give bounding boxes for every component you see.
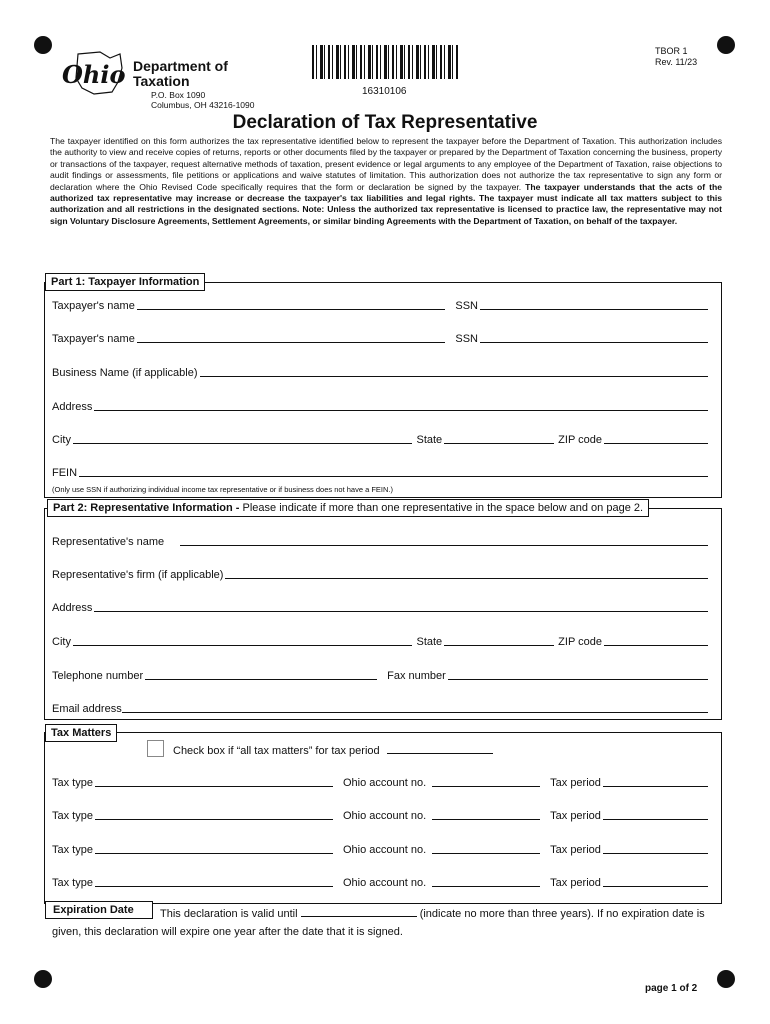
agency-po-box: P.O. Box 1090 [151,90,206,100]
registration-mark-bottom-left [34,970,52,988]
ohio-account-label: Ohio account no. [342,777,427,789]
rep-firm-field[interactable] [225,568,708,579]
expiration-text2: (indicate no more than three years). If no expiration date is [419,908,705,920]
rep-email-row [52,702,712,715]
ohio-account-field[interactable] [432,776,540,787]
expiration-text3: given, this declaration will expire one year after the date that it is signed. [52,926,403,938]
taxpayer2-ssn-label: SSN [455,333,478,345]
fein-note: (Only use SSN if authorizing individual income tax representative or if business does not have a FEIN.) [52,485,394,494]
rep-name-label: Representative's name [52,536,165,548]
ohio-logo [60,48,130,98]
taxpayer1-name-field[interactable] [137,299,446,310]
tax-period-field[interactable] [603,876,708,887]
tax-row-2 [52,809,712,822]
ohio-logo-text: Ohio [62,60,126,89]
ohio-account-field[interactable] [432,843,540,854]
taxpayer-city-label: City [52,434,71,446]
rep-address-label: Address [52,602,93,614]
rep-city-field[interactable] [73,635,413,646]
tax-period-field[interactable] [603,843,708,854]
rep-fax-field[interactable] [448,669,708,680]
rep-city-label: City [52,636,71,648]
part1-heading: Part 1: Taxpayer Information [45,273,205,291]
tax-period-label: Tax period [550,877,601,889]
intro-bold-text: The taxpayer understands that the acts of the authorized tax representative may increase or decrease the taxpayer's tax liabilities and legal rights. The taxpayer must indicate all tax matters subject to this authorization and all restrictions in the designated sections. Note: Unless the authorized tax representative is licensed to practice law, the representative may not sign Voluntary Disclosure Agreements, Settlement Agreements, or similar binding Agreements with the Department of Taxation, on behalf of the taxpayer. [50,181,722,226]
rep-email-label: Email address [52,703,122,715]
rep-email-field[interactable] [122,702,708,713]
all-tax-matters-checkbox[interactable] [147,740,164,757]
intro-text: The taxpayer identified on this form authorizes the tax representative identified below to represent the taxpayer before the Department of Taxation. This authorization includes the authority to view and receive copies of returns, reports or other documents filed by the taxpayer or prepared by the Department of Taxation concerning the business, property or transactions of the taxpayer, request alternative methods of taxation, present evidence or legal arguments to any employee of the Department of Taxation, raise objections to audit findings or assessments, file petitions or applications and waive statutes of limitation. This authorization does not authorize the tax representative to sign any form or declaration where the Ohio Revised Code specifically requires that the form or declaration be signed by the taxpayer. [50,136,722,192]
rep-firm-label: Representative's firm (if applicable) [52,569,224,581]
registration-mark-top-right [717,36,735,54]
taxpayer-address-label: Address [52,401,93,413]
form-code: TBOR 1 [655,46,688,56]
barcode [312,45,460,79]
taxpayer1-ssn-field[interactable] [480,299,708,310]
ohio-account-label: Ohio account no. [342,844,427,856]
taxpayer1-name-label: Taxpayer's name [52,300,135,312]
tax-type-label: Tax type [52,810,93,822]
expiration-heading: Expiration Date [45,901,153,919]
agency-city-line: Columbus, OH 43216-1090 [151,100,255,110]
rep-zip-field[interactable] [604,635,708,646]
taxpayer1-ssn-label: SSN [455,300,478,312]
tax-type-field[interactable] [95,876,333,887]
taxpayer-state-field[interactable] [444,433,554,444]
ohio-account-field[interactable] [432,809,540,820]
part2-heading [47,499,649,517]
tax-matters-heading: Tax Matters [45,724,117,742]
registration-mark-bottom-right [717,970,735,988]
fein-row [52,466,712,479]
rep-zip-label: ZIP code [558,636,602,648]
page-number: page 1 of 2 [645,983,698,994]
business-name-field[interactable] [200,366,708,377]
all-tax-matters-row [173,742,493,757]
part2-heading-bold: Part 2: Representative Information - [53,502,243,514]
rep-fax-label: Fax number [387,670,446,682]
intro-paragraph [50,136,722,227]
rep-firm-row [52,568,712,581]
tax-row-4 [52,876,712,889]
tax-type-field[interactable] [95,776,333,787]
tax-period-label: Tax period [550,777,601,789]
rep-state-label: State [416,636,443,648]
rep-address-row [52,601,712,614]
agency-name-line1: Department of [133,58,228,74]
form-revision: Rev. 11/23 [655,57,698,67]
tax-type-label: Tax type [52,844,93,856]
rep-phone-field[interactable] [145,669,377,680]
taxpayer2-name-label: Taxpayer's name [52,333,135,345]
tax-period-field[interactable] [603,809,708,820]
tax-type-label: Tax type [52,777,93,789]
taxpayer1-row [52,299,712,312]
rep-state-field[interactable] [444,635,554,646]
expiration-text1: This declaration is valid until [160,908,298,920]
tax-period-field[interactable] [603,776,708,787]
all-tax-matters-period-field[interactable] [387,742,493,754]
business-name-label: Business Name (if applicable) [52,367,198,379]
fein-field[interactable] [79,466,708,477]
ohio-account-label: Ohio account no. [342,810,427,822]
part2-heading-text: Please indicate if more than one representative in the space below and on page 2. [242,502,644,514]
tax-row-3 [52,843,712,856]
taxpayer2-ssn-field[interactable] [480,332,708,343]
tax-type-label: Tax type [52,877,93,889]
rep-name-row [52,535,712,548]
taxpayer-city-row [52,433,712,446]
taxpayer-zip-field[interactable] [604,433,708,444]
taxpayer2-row [52,332,712,345]
all-tax-matters-label: Check box if “all tax matters” for tax period [173,745,380,757]
tax-row-1 [52,776,712,789]
rep-phone-row [52,669,712,682]
tax-period-label: Tax period [550,844,601,856]
taxpayer2-name-field[interactable] [137,332,446,343]
business-name-row [52,366,712,379]
rep-address-field[interactable] [94,601,708,612]
fein-label: FEIN [52,467,78,479]
taxpayer-zip-label: ZIP code [558,434,602,446]
registration-mark-top-left [34,36,52,54]
rep-city-row [52,635,712,648]
taxpayer-city-field[interactable] [73,433,413,444]
expiration-date-field[interactable] [301,905,417,917]
page-title: Declaration of Tax Representative [232,112,538,133]
barcode-number: 16310106 [362,86,407,97]
rep-phone-label: Telephone number [52,670,144,682]
taxpayer-address-field[interactable] [94,400,708,411]
ohio-account-label: Ohio account no. [342,877,427,889]
tax-period-label: Tax period [550,810,601,822]
agency-name-line2: Taxation [133,73,190,89]
tax-type-field[interactable] [95,843,333,854]
expiration-row [160,905,705,920]
taxpayer-state-label: State [416,434,443,446]
tax-type-field[interactable] [95,809,333,820]
taxpayer-address-row [52,400,712,413]
rep-name-field[interactable] [180,535,708,546]
ohio-account-field[interactable] [432,876,540,887]
